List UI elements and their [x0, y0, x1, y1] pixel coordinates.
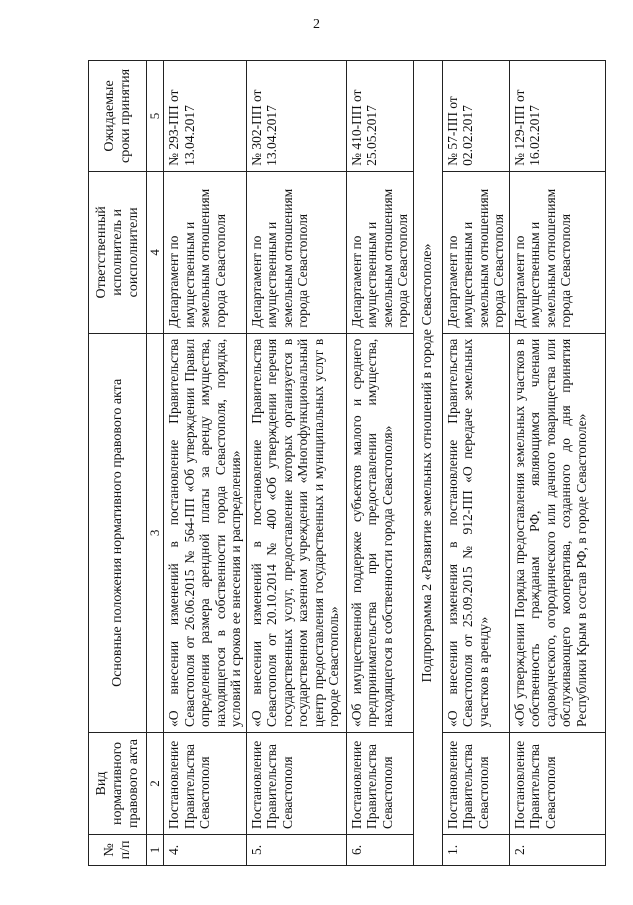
act-provisions: «О внесении изменения в постановление Правительства Севастополя от 25.09.2015 № 912-ПП «О передаче земельных участков в аренду»: [442, 333, 509, 732]
normative-acts-table: [88, 60, 606, 866]
act-deadline: № 410-ПП от 25.05.2017: [346, 61, 413, 172]
act-deadline: № 302-ПП от 13.04.2017: [246, 61, 346, 172]
act-type: Постановление Правительства Севастополя: [246, 732, 346, 834]
act-type: Постановление Правительства Севастополя: [442, 732, 509, 834]
row-number: 2.: [509, 834, 605, 865]
column-index: 2: [147, 732, 164, 834]
header-type: Вид нормативного правового акта: [89, 732, 147, 834]
act-deadline: № 57-ПП от 02.02.2017: [442, 61, 509, 172]
table-row: [346, 61, 413, 866]
header-deadline: Ожидаемые сроки принятия: [89, 61, 147, 172]
act-type: Постановление Правительства Севастополя: [509, 732, 605, 834]
column-index: 4: [147, 171, 164, 333]
table-row: [509, 61, 605, 866]
act-executor: Департамент по имущественным и земельным отношениям города Севастополя: [509, 171, 605, 333]
act-executor: Департамент по имущественным и земельным отношениям города Севастополя: [246, 171, 346, 333]
column-index: 3: [147, 333, 164, 732]
column-index: 5: [147, 61, 164, 172]
subprogram-title: Подпрограмма 2 «Развитие земельных отношений в городе Севастополе»: [413, 61, 442, 866]
act-executor: Департамент по имущественным и земельным отношениям города Севастополя: [346, 171, 413, 333]
act-provisions: «О внесении изменений в постановление Правительства Севастополя от 20.10.2014 № 400 «Об утверждении перечня государственных услуг, предоставление которых организуется в государственном казенном учреждении «Многофункциональный центр предоставления государственных и муниципальных услуг в городе Севастополь»: [246, 333, 346, 732]
column-index: 1: [147, 834, 164, 865]
act-provisions: «О внесении изменений в постановление Правительства Севастополя от 26.06.2015 № 564-ПП «Об утверждении Правил определения размера арендной платы за аренду имущества, находящегося в собственности города Севастополя, порядка, условий и сроков ее внесения и распределения»: [164, 333, 247, 732]
table-row: [442, 61, 509, 866]
rotated-table-container: [88, 60, 608, 866]
act-provisions: «Об утверждении Порядка предоставления земельных участков в собственность гражданам РФ, являющимся членами садоводческого, огороднического или дачного товарищества или обслуживающего кооператива, созданного до дня принятия Республики Крым в состав РФ, в городе Севастополе»: [509, 333, 605, 732]
act-provisions: «Об имущественной поддержке субъектов малого и среднего предпринимательства при предоставлении имущества, находящегося в собственности города Севастополя»: [346, 333, 413, 732]
act-type: Постановление Правительства Севастополя: [346, 732, 413, 834]
header-provisions: Основные положения нормативного правового акта: [89, 333, 147, 732]
page-number: 2: [313, 17, 320, 32]
table-row: [246, 61, 346, 866]
act-deadline: № 293-ПП от 13.04.2017: [164, 61, 247, 172]
row-number: 6.: [346, 834, 413, 865]
header-executor: Ответственный исполнитель и соисполнители: [89, 171, 147, 333]
table-header-row: [89, 61, 147, 866]
act-executor: Департамент по имущественным и земельным отношениям города Севастополя: [164, 171, 247, 333]
subprogram-row: [413, 61, 442, 866]
header-num: № п/п: [89, 834, 147, 865]
table-row: [164, 61, 247, 866]
row-number: 1.: [442, 834, 509, 865]
column-index-row: [147, 61, 164, 866]
act-deadline: № 129-ПП от 16.02.2017: [509, 61, 605, 172]
row-number: 5.: [246, 834, 346, 865]
act-type: Постановление Правительства Севастополя: [164, 732, 247, 834]
row-number: 4.: [164, 834, 247, 865]
act-executor: Департамент по имущественным и земельным отношениям города Севастополя: [442, 171, 509, 333]
